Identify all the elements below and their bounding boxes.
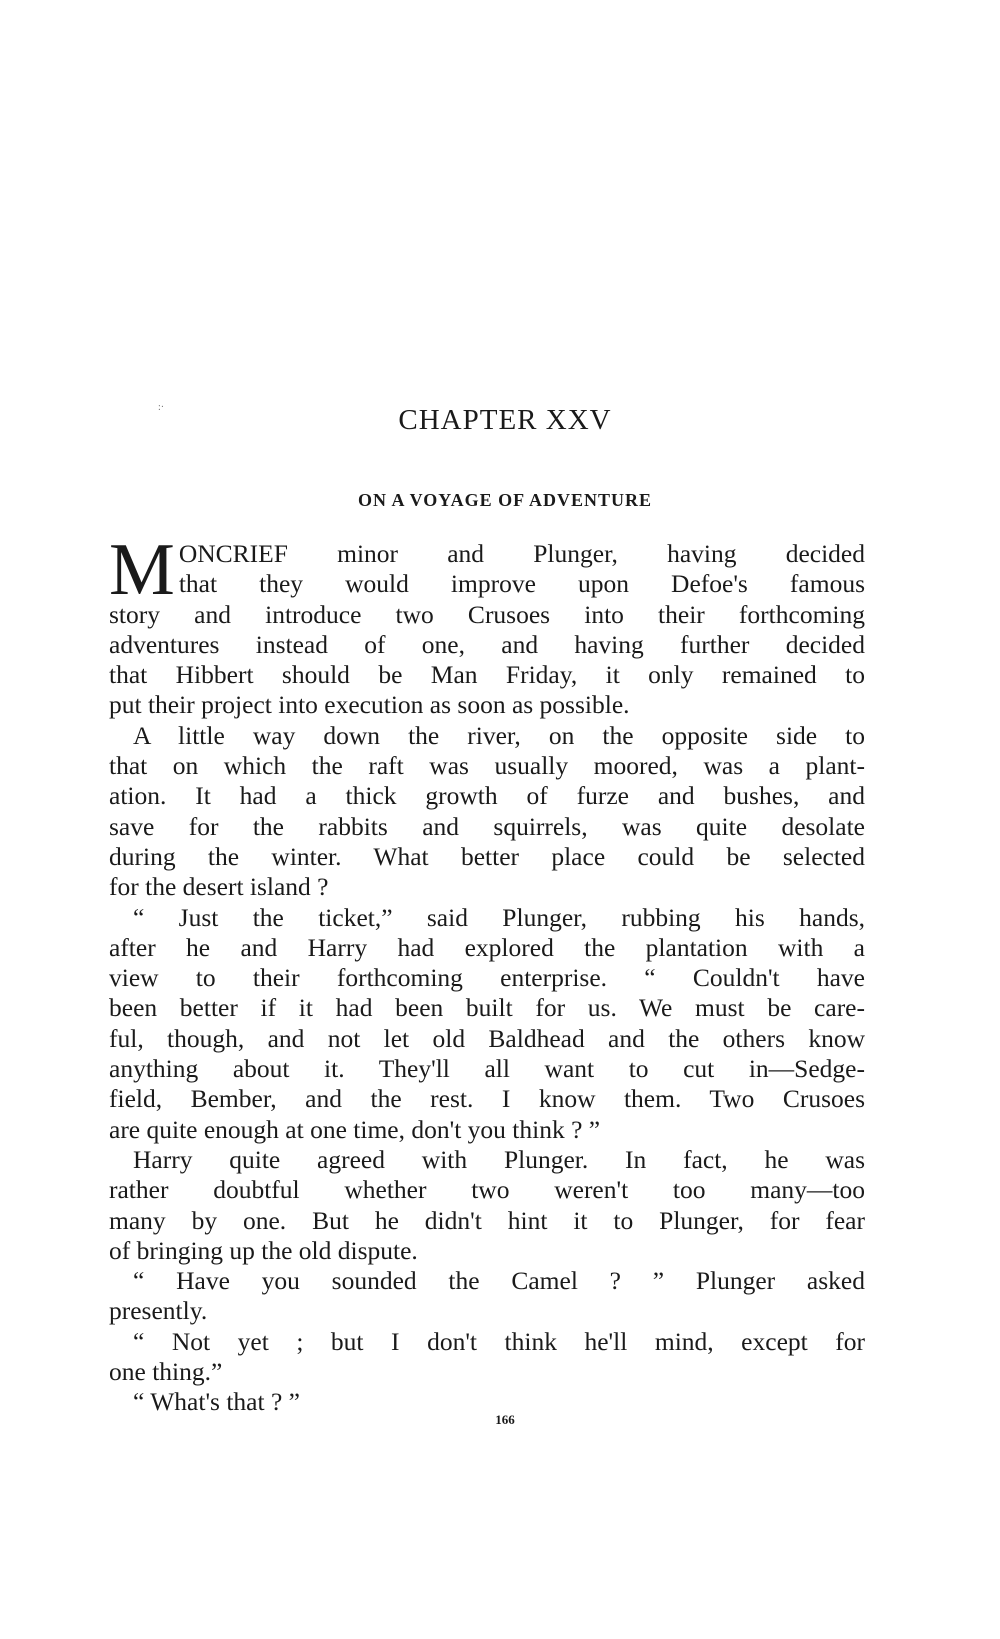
text-line: story and introduce two Crusoes into their forthcoming bbox=[109, 599, 865, 629]
print-speck: :· bbox=[158, 402, 165, 413]
text-line: for the desert island ? bbox=[109, 872, 329, 902]
text-line: save for the rabbits and squirrels, was quite desolate bbox=[109, 811, 865, 841]
text-line: many by one. But he didn't hint it to Plunger, for fear bbox=[109, 1205, 865, 1235]
text-line: Harry quite agreed with Plunger. In fact, he was bbox=[133, 1144, 865, 1174]
text-line: are quite enough at one time, don't you think ? ” bbox=[109, 1114, 601, 1144]
text-line: adventures instead of one, and having further decided bbox=[109, 629, 865, 659]
text-line: ONCRIEF minor and Plunger, having decided bbox=[178, 539, 865, 568]
text-line: that on which the raft was usually moored, was a plant- bbox=[109, 751, 865, 781]
text-line: “ Just the ticket,” said Plunger, rubbing his hands, bbox=[133, 902, 865, 932]
text-line: ation. It had a thick growth of furze and bushes, and bbox=[109, 781, 865, 811]
chapter-subtitle: ON A VOYAGE OF ADVENTURE bbox=[357, 490, 653, 510]
text-line: one thing.” bbox=[109, 1357, 223, 1387]
text-line: anything about it. They'll all want to cut in—Sedge- bbox=[109, 1054, 865, 1084]
text-line: ful, though, and not let old Baldhead and the others know bbox=[109, 1023, 865, 1053]
text-line: put their project into execution as soon as possible. bbox=[109, 690, 630, 720]
text-line: that they would improve upon Defoe's famous bbox=[178, 569, 865, 599]
text-lines bbox=[109, 600, 865, 1418]
text-line: that Hibbert should be Man Friday, it only remained to bbox=[109, 660, 865, 690]
text-line: field, Bember, and the rest. I know them. Two Crusoes bbox=[109, 1084, 865, 1114]
text-line: “ Have you sounded the Camel ? ” Plunger asked bbox=[133, 1266, 865, 1296]
opening-paragraph bbox=[109, 529, 865, 611]
chapter-title: CHAPTER XXV bbox=[398, 404, 612, 436]
text-line: rather doubtful whether two weren't too many—too bbox=[109, 1175, 865, 1205]
body-text bbox=[109, 529, 865, 1418]
page-number: 166 bbox=[495, 1412, 515, 1427]
drop-cap: M bbox=[109, 529, 175, 611]
text-line: A little way down the river, on the opposite side to bbox=[133, 720, 865, 750]
text-line: been better if it had been built for us. We must be care- bbox=[109, 993, 865, 1023]
text-line: presently. bbox=[109, 1296, 208, 1326]
text-line: of bringing up the old dispute. bbox=[109, 1235, 418, 1265]
text-line: after he and Harry had explored the plantation with a bbox=[109, 932, 865, 962]
text-line: “ What's that ? ” bbox=[133, 1387, 300, 1417]
text-line: during the winter. What better place could be selected bbox=[109, 841, 865, 871]
text-line: “ Not yet ; but I don't think he'll mind, except for bbox=[133, 1326, 865, 1356]
text-line: view to their forthcoming enterprise. “ Couldn't have bbox=[109, 963, 865, 993]
